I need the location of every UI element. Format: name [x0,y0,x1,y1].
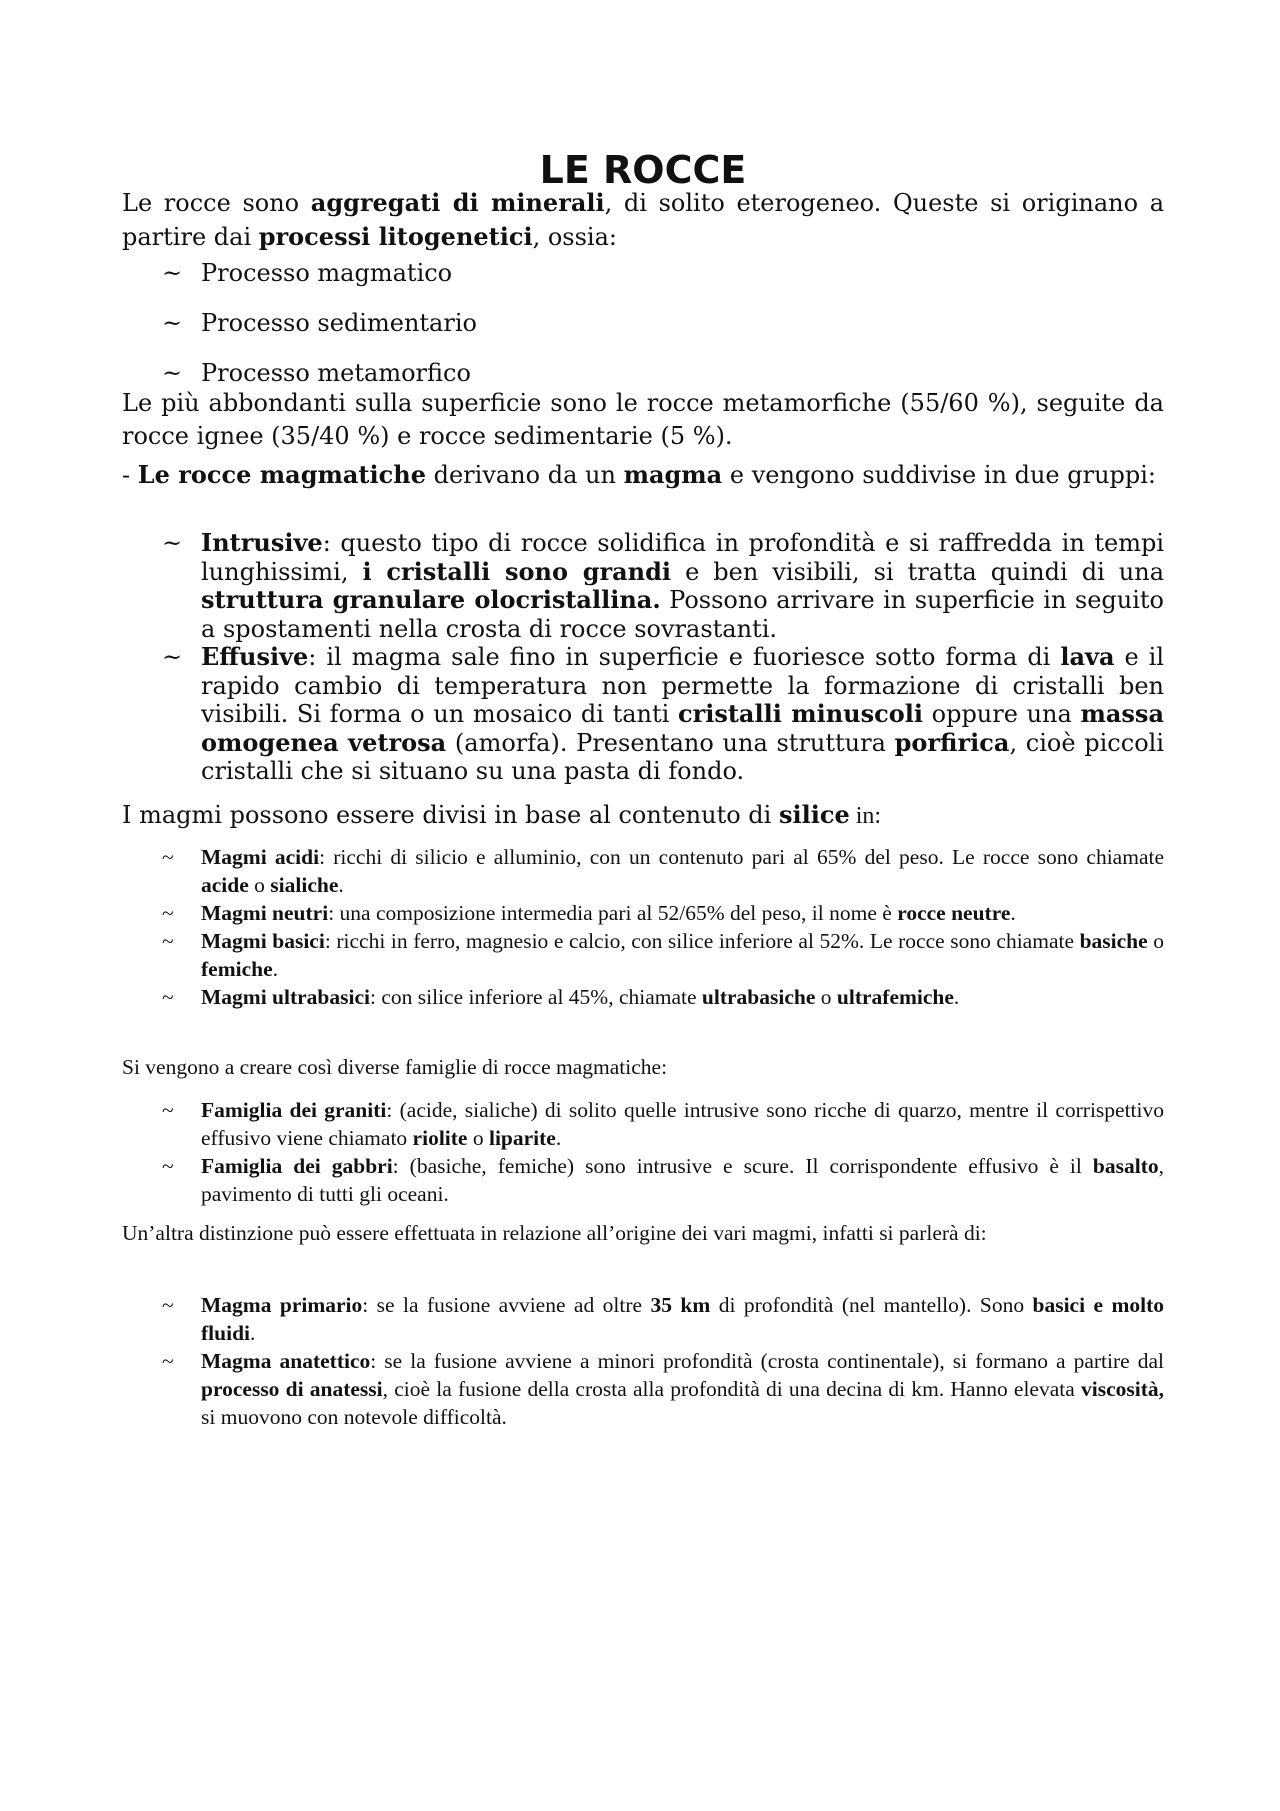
text-run: , pavimento di tutti gli oceani. [201,1154,1164,1206]
page-title: LE ROCCE [539,148,747,192]
tilde-bullet-icon: ~ [162,985,174,1009]
bold-term: struttura granulare olocristallina. [201,585,661,614]
text-run: , di solito eterogeneo. Queste si originano a partire dai [122,189,1164,251]
bold-term: massa omogenea vetrosa [201,699,1164,757]
bold-term: silice [778,800,850,829]
text-run: : con silice inferiore al 45%, chiamate [370,985,702,1009]
text-run: : una composizione intermedia pari al 52/65% del peso, il nome è [328,901,898,925]
list-item [122,1152,1164,1208]
bold-term: Le rocce magmatiche [137,460,426,489]
list-item [122,307,1164,340]
bold-term: sialiche [270,873,339,897]
text-run: Possono arrivare in superficie in seguito a spostamenti nella crosta di rocce sovrastanti. [201,586,1164,643]
bold-term: basalto [1092,1154,1159,1178]
bold-term: viscosità, [1081,1377,1165,1401]
text-run: . [1010,901,1016,925]
bold-term: Magmi ultrabasici [201,985,370,1009]
silica-intro-paragraph [122,798,1164,833]
bold-term: Magma primario [201,1293,363,1317]
bold-term: processi litogenetici [258,222,533,251]
origins-list [122,1291,1164,1431]
magmatic-intro-paragraph [122,458,1164,492]
bold-term: magma [623,460,723,489]
text-run: di profondità (nel mantello). Sono [710,1293,1033,1317]
text-run: si muovono con notevole difficoltà. [201,1405,507,1429]
list-item-label: Processo sedimentario [201,309,477,337]
bold-term: basici e molto fluidi [201,1293,1164,1345]
text-run: (amorfa). Presentano una struttura [446,728,895,757]
list-item [122,983,1164,1011]
text-run: o [248,873,271,897]
bold-term: acide [201,873,249,897]
tilde-bullet-icon: ~ [162,929,174,953]
tilde-bullet-icon: ~ [162,1154,174,1178]
text-run: - [122,461,138,489]
tilde-bullet-icon: ~ [162,259,183,287]
tilde-bullet-icon: ~ [162,309,183,337]
text-run: in: [849,803,882,829]
tilde-bullet-icon: ~ [162,901,174,925]
bold-term: femiche [201,957,273,981]
text-run: Le più abbondanti sulla superficie sono le rocce metamorfiche (55/60 %), seguite da rocce ignee (35/40 %) e rocce sedimentarie (5 %). [122,389,1164,450]
text-run: . [250,1321,256,1345]
bold-term: Famiglia dei graniti [201,1098,387,1122]
text-run: o [815,985,837,1009]
text-run: oppure una [922,700,1081,728]
text-run: , cioè piccoli cristalli che si situano su una pasta di fondo. [201,728,1164,785]
bold-term: aggregati di minerali [310,188,605,217]
bold-term: Magmi acidi [201,845,320,869]
families-intro-section [122,1051,1164,1084]
origin-intro-section [122,1219,1164,1248]
text-run: e ben visibili, si tratta quindi di una [671,557,1164,586]
text-run: o [467,1126,489,1150]
text-run: . [953,985,960,1009]
text-run: Le rocce sono [122,189,311,217]
list-item-label: Processo magmatico [201,259,453,287]
bold-term: riolite [412,1126,468,1150]
text-run: : ricchi di silicio e alluminio, con un contenuto pari al 65% del peso. Le rocce sono chiamate [319,845,1165,869]
bold-term: liparite [488,1126,556,1150]
families-list [122,1096,1164,1208]
text-run: . [555,1126,562,1150]
tilde-bullet-icon: ~ [162,1098,174,1122]
list-item [122,529,1164,643]
text-run: . [338,873,344,897]
bold-term: basiche [1079,929,1148,953]
processes-list [122,257,1164,390]
bold-term: Magma anatettico [201,1349,371,1373]
magmatic-intro-section [122,458,1164,492]
bold-term: ultrafemiche [836,985,954,1009]
list-item [122,1096,1164,1152]
list-item [122,843,1164,899]
bold-term: Effusive [201,642,309,671]
tilde-bullet-icon: ~ [162,643,183,671]
text-run: Si vengono a creare così diverse famiglie di rocce magmatiche: [122,1055,668,1079]
text-run: e vengono suddivise in due gruppi: [722,461,1157,489]
text-run: Un’altra distinzione può essere effettuata in relazione all’origine dei vari magmi, infatti si parlerà di: [122,1221,987,1245]
tilde-bullet-icon: ~ [162,1293,174,1317]
intro-paragraph [122,186,1164,254]
text-run: : (basiche, femiche) sono intrusive e scure. Il corrispondente effusivo è il [392,1154,1093,1178]
bold-term: i cristalli sono grandi [362,556,672,586]
list-item [122,257,1164,290]
text-run: , ossia: [532,223,618,251]
bold-term: Famiglia dei gabbri [201,1154,393,1178]
magmatic-types-section [122,529,1164,786]
text-run: : ricchi in ferro, magnesio e calcio, con silice inferiore al 52%. Le rocce sono chiamate [324,929,1080,953]
intro-section [122,186,1164,254]
bold-term: ultrabasiche [701,985,816,1009]
list-item [122,643,1164,786]
text-run: e il rapido cambio di temperatura non permette la formazione di cristalli ben visibili. Si forma o un mosaico di tanti [201,643,1165,728]
silica-intro-section [122,798,1164,833]
processes-list-section [122,257,1164,407]
text-run: : questo tipo di rocce solidifica in profondità e si raffredda in tempi lunghissimi, [201,529,1164,586]
origin-intro-paragraph [122,1219,1164,1248]
list-item [122,927,1164,983]
list-item-label: Processo metamorfico [201,359,471,387]
bold-term: 35 km [650,1293,711,1317]
tilde-bullet-icon: ~ [162,359,183,387]
text-run: o [1147,929,1165,953]
abundance-paragraph [122,387,1164,453]
magmatic-types-list [122,529,1164,786]
text-run: . [272,957,279,981]
list-item [122,1347,1164,1431]
magma-types-list [122,843,1164,1011]
bold-term: rocce neutre [897,901,1011,925]
bold-term: Intrusive [201,528,323,557]
families-section [122,1096,1164,1208]
list-item [122,899,1164,927]
bold-term: porfirica [894,727,1010,757]
bold-term: cristalli minuscoli [677,699,923,728]
tilde-bullet-icon: ~ [162,529,183,557]
bold-term: Magmi neutri [201,901,329,925]
text-run: I magmi possono essere divisi in base al contenuto di [122,801,779,829]
bold-term: processo di anatessi [201,1377,383,1401]
text-run: derivano da un [425,461,624,489]
bold-term: Magmi basici [201,929,325,953]
magma-types-section [122,843,1164,1011]
text-run: , cioè la fusione della crosta alla profondità di una decina di km. Hanno elevata [382,1377,1081,1401]
list-item [122,357,1164,390]
bold-term: lava [1060,642,1115,671]
tilde-bullet-icon: ~ [162,845,174,869]
families-intro-paragraph [122,1051,1164,1084]
origins-section [122,1291,1164,1431]
list-item [122,1291,1164,1347]
text-run: : se la fusione avviene ad oltre [362,1293,651,1317]
text-run: : il magma sale fino in superficie e fuoriesce sotto forma di [308,643,1061,671]
text-run: : se la fusione avviene a minori profondità (crosta continentale), si formano a partire dal [370,1349,1165,1373]
text-run: : (acide, sialiche) di solito quelle intrusive sono ricche di quarzo, mentre il corrispettivo effusivo viene chiamato [201,1098,1164,1150]
abundance-section [122,387,1164,453]
tilde-bullet-icon: ~ [162,1349,174,1373]
